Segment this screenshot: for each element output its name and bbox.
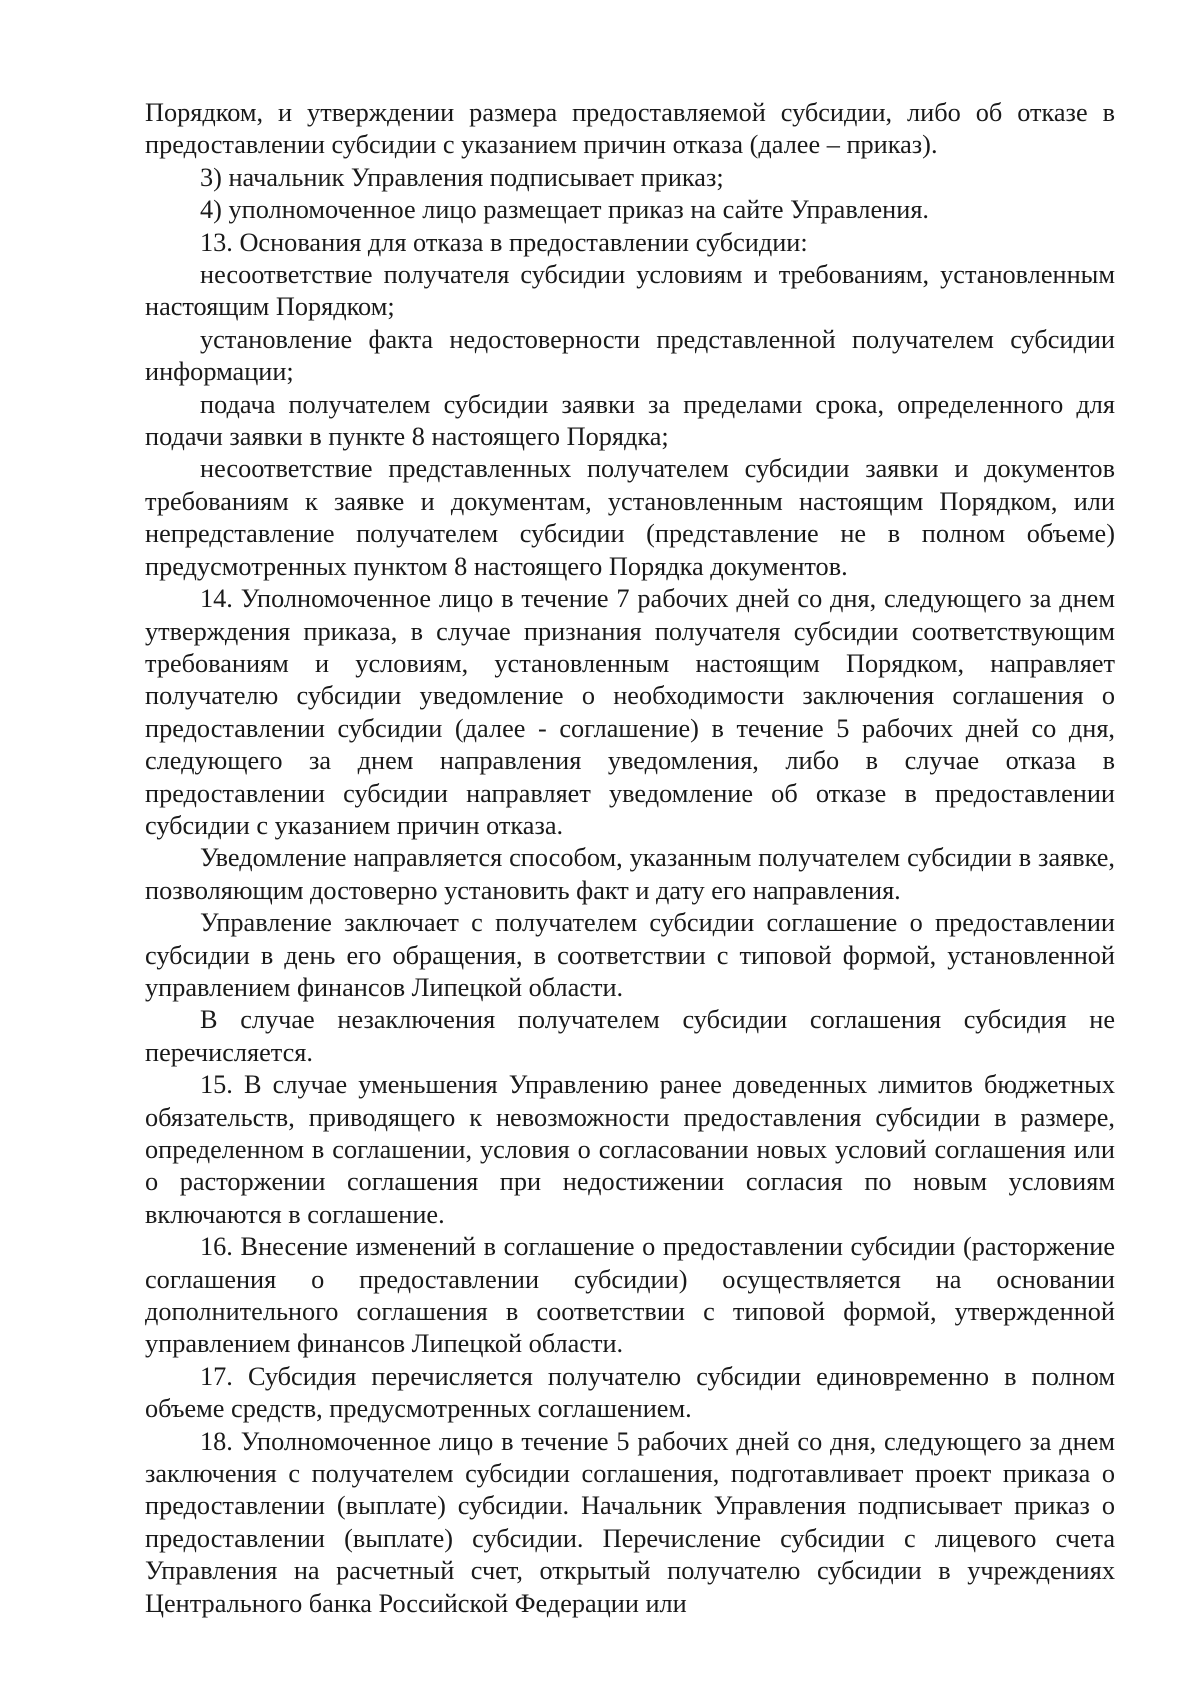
paragraph-notification-method: Уведомление направляется способом, указанным получателем субсидии в заявке, позволяющим достоверно установить факт и дату его направления. <box>145 843 1115 905</box>
paragraph-refusal-reason-3: подача получателем субсидии заявки за пределами срока, определенного для подачи заявки в пункте 8 настоящего Порядка; <box>145 389 1115 452</box>
paragraph-section-13: 13. Основания для отказа в предоставлении субсидии: <box>200 227 808 257</box>
paragraph-agreement-conclusion: Управление заключает с получателем субсидии соглашение о предоставлении субсидии в день его обращения, в соответствии с типовой формой, установленной управлением финансов Липецкой области. <box>145 908 1115 1002</box>
paragraph-continuation: Порядком, и утверждении размера предоставляемой субсидии, либо об отказе в предоставлении субсидии с указанием причин отказа (далее – приказ). <box>145 98 1115 160</box>
paragraph-section-14: 14. Уполномоченное лицо в течение 7 рабочих дней со дня, следующего за днем утверждения приказа, в случае признания получателя субсидии соответствующим требованиям и условиям, установленным настоящим Порядком, направляет получателю субсидии уведомление о необходимости заключения соглашения о предоставлении субсидии (далее - соглашение) в течение 5 рабочих дней со дня, следующего за днем направления уведомления, либо в случае отказа в предоставлении субсидии направляет уведомление об отказе в предоставлении субсидии с указанием причин отказа. <box>145 584 1115 840</box>
paragraph-section-16: 16. Внесение изменений в соглашение о предоставлении субсидии (расторжение соглашения о предоставлении субсидии) осуществляется на основании дополнительного соглашения в соответствии с типовой формой, утвержденной управлением финансов Липецкой области. <box>145 1232 1115 1359</box>
paragraph-refusal-reason-2: установление факта недостоверности представленной получателем субсидии информации; <box>145 324 1115 387</box>
paragraph-section-18: 18. Уполномоченное лицо в течение 5 рабочих дней со дня, следующего за днем заключения с получателем субсидии соглашения, подготавливает проект приказа о предоставлении (выплате) субсидии. Начальник Управления подписывает приказ о предоставлении (выплате) субсидии. Перечисление субсидии с лицевого счета Управления на расчетный счет, открытый получателю субсидии в учреждениях Центрального банка Российской Федерации или <box>145 1426 1115 1618</box>
paragraph-refusal-reason-1: несоответствие получателя субсидии условиям и требованиям, установленным настоящим Порядком; <box>145 260 1115 322</box>
document-body <box>145 97 1115 1620</box>
paragraph-section-17: 17. Субсидия перечисляется получателю субсидии единовременно в полном объеме средств, предусмотренных соглашением. <box>145 1361 1115 1424</box>
paragraph-item-4: 4) уполномоченное лицо размещает приказ на сайте Управления. <box>200 195 929 225</box>
paragraph-refusal-reason-4: несоответствие представленных получателем субсидии заявки и документов требованиям к заявке и документам, установленным настоящим Порядком, или непредставление получателем субсидии (представление не в полном объеме) предусмотренных пунктом 8 настоящего Порядка документов. <box>145 454 1115 581</box>
paragraph-section-15: 15. В случае уменьшения Управлению ранее доведенных лимитов бюджетных обязательств, приводящего к невозможности предоставления субсидии в размере, определенном в соглашении, условия о согласовании новых условий соглашения или о расторжении соглашения при недостижении согласия по новым условиям включаются в соглашение. <box>145 1070 1115 1229</box>
paragraph-item-3: 3) начальник Управления подписывает приказ; <box>200 162 724 192</box>
paragraph-non-conclusion: В случае незаключения получателем субсидии соглашения субсидия не перечисляется. <box>145 1005 1115 1067</box>
